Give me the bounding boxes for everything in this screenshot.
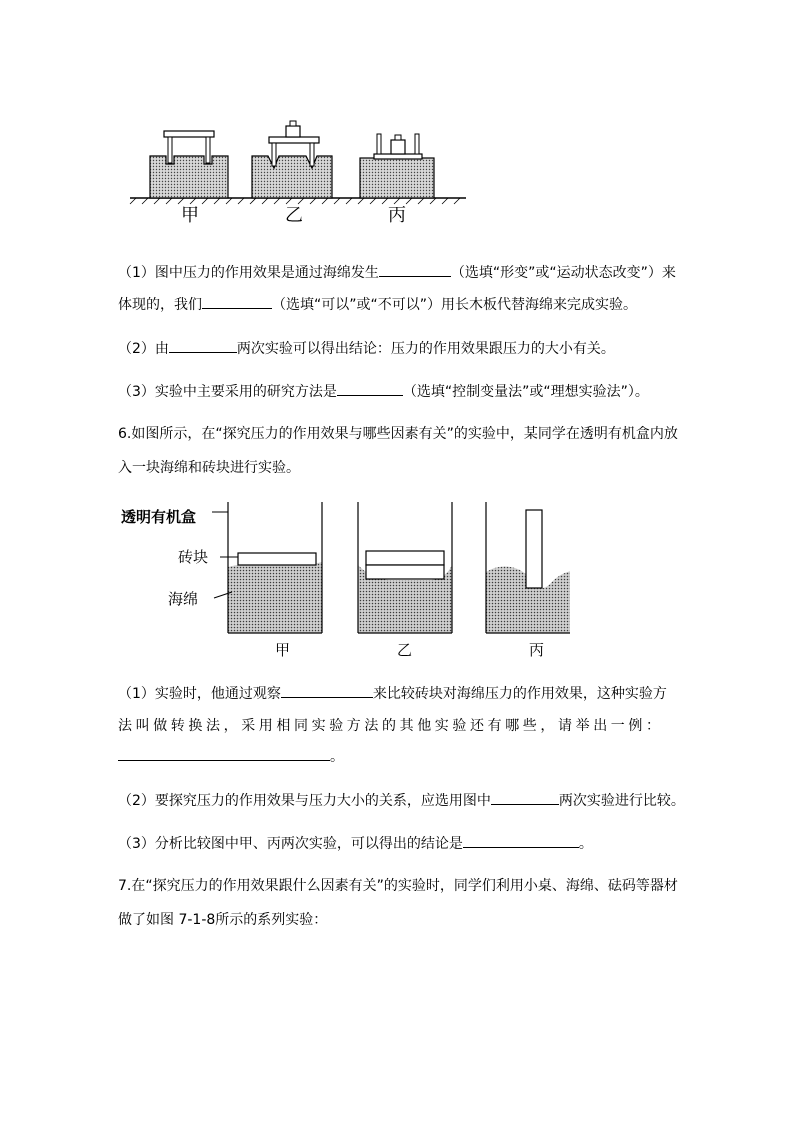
figure1-label-bing: 丙 [388,205,406,226]
q5-p1-text-d: （选填“可以”或“不可以”）用长木板代替海绵来完成实验。 [272,297,638,313]
q5-p2-text-b: 两次实验可以得出结论：压力的作用效果跟压力的大小有关。 [236,341,615,357]
figure2-label-sponge: 海绵 [168,590,199,608]
figure2-label-bing: 丙 [529,641,545,659]
answer-blank[interactable] [118,746,330,761]
figure1-label-yi: 乙 [285,205,303,226]
answer-blank[interactable] [379,262,451,277]
figure2-label-box: 透明有机盒 [121,508,197,526]
q7-line1: 7.在“探究压力的作用效果跟什么因素有关”的实验时，同学们利用小桌、海绵、砝码等器材 [118,878,678,894]
q6-intro-line2: 入一块海绵和砖块进行实验。 [118,460,300,476]
answer-blank[interactable] [463,833,579,848]
answer-blank[interactable] [169,338,237,353]
q5-p2-text-a: （2）由 [118,341,169,357]
answer-blank[interactable] [337,381,403,396]
q5-p3-text-b: （选填“控制变量法”或“理想实验法”）。 [402,384,649,400]
q5-p1-text-c: 体现的，我们 [118,297,202,313]
q5-part1-line2 [118,294,637,315]
q5-part3 [118,381,649,402]
q6-part1-line3 [118,746,344,767]
q6-p1-text-b: 来比较砖块对海绵压力的作用效果，这种实验方 [372,686,667,702]
q6-p3-text-b: 。 [578,836,593,852]
panel-yi [252,121,332,198]
q6-part1-line2: 法叫做转换法，采用相同实验方法的其他实验还有哪些，请举出一例： [118,718,664,734]
q6-part3 [118,833,593,854]
q6-p3-text-a: （3）分析比较图中甲、丙两次实验，可以得出的结论是 [118,836,463,852]
q5-part1-line1 [118,262,676,283]
q7-line2: 做了如图 7-1-8所示的系列实验： [118,912,328,928]
panel-jia [150,131,228,198]
q6-part2 [118,790,685,811]
q5-p1-text-b: （选填“形变”或“运动状态改变”）来 [450,265,676,281]
q6-p1-text-a: （1）实验时，他通过观察 [118,686,281,702]
q5-p3-text-a: （3）实验中主要采用的研究方法是 [118,384,337,400]
figure1-label-jia: 甲 [181,205,199,226]
box-jia [212,502,322,633]
figure2-label-brick: 砖块 [178,548,209,566]
q6-intro-line1: 6.如图所示，在“探究压力的作用效果与哪些因素有关”的实验中，某同学在透明有机盒内放 [118,426,678,442]
answer-blank[interactable] [491,790,559,805]
answer-blank[interactable] [202,294,272,309]
panel-bing [360,134,434,198]
q6-p2-text-a: （2）要探究压力的作用效果与压力大小的关系，应选用图中 [118,793,491,809]
q5-part2 [118,338,615,359]
q5-p1-text-a: （1）图中压力的作用效果是通过海绵发生 [118,265,379,281]
q6-part1-line1 [118,683,667,704]
box-yi [358,502,452,633]
figure2-label-jia: 甲 [275,641,291,659]
q6-p2-text-b: 两次实验进行比较。 [558,793,685,809]
figure2-label-yi: 乙 [397,641,413,659]
answer-blank[interactable] [281,683,373,698]
q6-p1-text-d: 。 [330,749,344,765]
box-bing [486,502,570,633]
